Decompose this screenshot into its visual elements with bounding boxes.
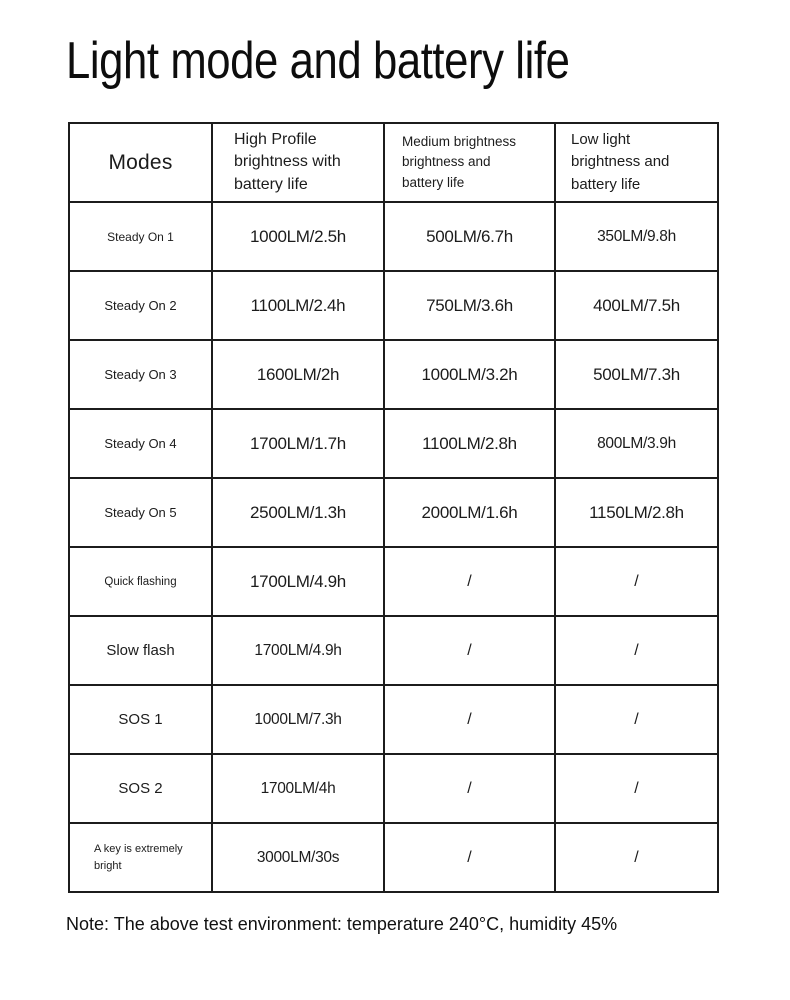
mode-cell: A key is extremely bright <box>69 823 212 892</box>
mode-cell: Quick flashing <box>69 547 212 616</box>
table-row <box>69 616 718 685</box>
value-cell-low: / <box>555 754 718 823</box>
value-cell-medium: 1000LM/3.2h <box>384 340 555 409</box>
table-row <box>69 754 718 823</box>
value-cell-medium: 1100LM/2.8h <box>384 409 555 478</box>
value-cell-medium: / <box>384 823 555 892</box>
table-row <box>69 202 718 271</box>
value-cell-low: 350LM/9.8h <box>555 202 718 271</box>
value-cell-high: 1100LM/2.4h <box>212 271 384 340</box>
value-cell-medium: / <box>384 616 555 685</box>
value-cell-medium: 2000LM/1.6h <box>384 478 555 547</box>
table-row <box>69 340 718 409</box>
value-cell-high: 1000LM/7.3h <box>212 685 384 754</box>
mode-cell: Steady On 4 <box>69 409 212 478</box>
value-cell-low: 800LM/3.9h <box>555 409 718 478</box>
table-row <box>69 823 718 892</box>
value-cell-low: 400LM/7.5h <box>555 271 718 340</box>
mode-cell: Steady On 1 <box>69 202 212 271</box>
value-cell-medium: 500LM/6.7h <box>384 202 555 271</box>
value-cell-high: 1600LM/2h <box>212 340 384 409</box>
value-cell-medium: / <box>384 685 555 754</box>
value-cell-high: 1700LM/4.9h <box>212 547 384 616</box>
table-header-row <box>69 123 718 202</box>
mode-cell: Slow flash <box>69 616 212 685</box>
value-cell-high: 2500LM/1.3h <box>212 478 384 547</box>
value-cell-medium: / <box>384 754 555 823</box>
test-environment-note: Note: The above test environment: temperature 240°C, humidity 45% <box>66 914 618 934</box>
header-modes: Modes <box>69 123 212 202</box>
header-low-brightness: Low light brightness and battery life <box>555 123 718 202</box>
table-row <box>69 547 718 616</box>
mode-cell: Steady On 3 <box>69 340 212 409</box>
page-title: Light mode and battery life <box>66 32 570 90</box>
value-cell-medium: 750LM/3.6h <box>384 271 555 340</box>
battery-life-table <box>68 122 719 893</box>
value-cell-low: 1150LM/2.8h <box>555 478 718 547</box>
value-cell-high: 1700LM/4.9h <box>212 616 384 685</box>
table-row <box>69 271 718 340</box>
mode-cell: SOS 1 <box>69 685 212 754</box>
header-high-brightness: High Profile brightness with battery life <box>212 123 384 202</box>
value-cell-high: 1000LM/2.5h <box>212 202 384 271</box>
value-cell-high: 3000LM/30s <box>212 823 384 892</box>
table-row <box>69 478 718 547</box>
table-row <box>69 409 718 478</box>
mode-cell: Steady On 5 <box>69 478 212 547</box>
value-cell-low: / <box>555 547 718 616</box>
value-cell-low: / <box>555 685 718 754</box>
mode-cell: Steady On 2 <box>69 271 212 340</box>
mode-cell: SOS 2 <box>69 754 212 823</box>
table-row <box>69 685 718 754</box>
value-cell-low: 500LM/7.3h <box>555 340 718 409</box>
value-cell-high: 1700LM/4h <box>212 754 384 823</box>
value-cell-medium: / <box>384 547 555 616</box>
header-medium-brightness: Medium brightness brightness and battery life <box>384 123 555 202</box>
value-cell-high: 1700LM/1.7h <box>212 409 384 478</box>
value-cell-low: / <box>555 616 718 685</box>
value-cell-low: / <box>555 823 718 892</box>
